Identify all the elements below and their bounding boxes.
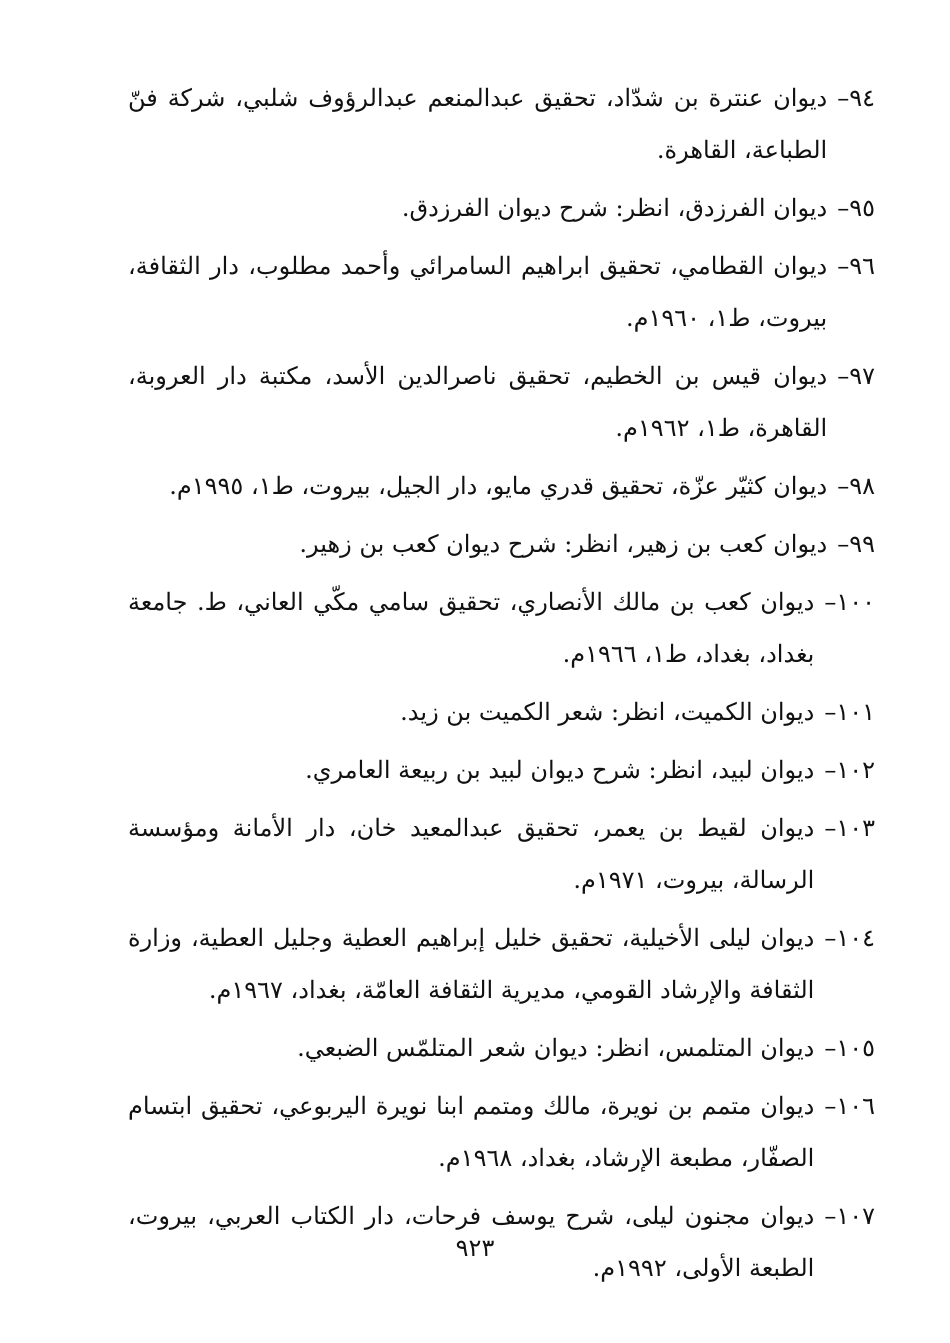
bibliography-entry bbox=[128, 72, 875, 176]
bibliography-entry bbox=[128, 182, 875, 234]
entry-text: ديوان مجنون ليلى، شرح يوسف فرحات، دار الكتاب العربي، بيروت، الطبعة الأولى، ١٩٩٢م. bbox=[128, 1202, 815, 1282]
bibliography-entry bbox=[128, 686, 875, 738]
entry-number: ١٠٣– bbox=[824, 814, 875, 842]
entry-text: ديوان الفرزدق، انظر: شرح ديوان الفرزدق. bbox=[401, 194, 828, 222]
bibliography-entry bbox=[128, 912, 875, 1016]
page-number: ٩٢٣ bbox=[455, 1234, 495, 1262]
entry-number: ٩٥– bbox=[837, 194, 875, 222]
entry-text: ديوان قيس بن الخطيم، تحقيق ناصرالدين الأسد، مكتبة دار العروبة، القاهرة، ط١، ١٩٦٢م. bbox=[128, 362, 828, 442]
entry-number: ٩٧– bbox=[837, 362, 875, 390]
bibliography-entry bbox=[128, 518, 875, 570]
bibliography-entry bbox=[128, 802, 875, 906]
entry-text: ديوان لقيط بن يعمر، تحقيق عبدالمعيد خان، دار الأمانة ومؤسسة الرسالة، بيروت، ١٩٧١م. bbox=[128, 814, 815, 894]
entry-text: ديوان كعب بن مالك الأنصاري، تحقيق سامي مكّي العاني، ط. جامعة بغداد، بغداد، ط١، ١٩٦٦م. bbox=[128, 588, 815, 668]
entry-number: ١٠٥– bbox=[824, 1034, 875, 1062]
entry-number: ٩٦– bbox=[837, 252, 875, 280]
bibliography-entry bbox=[128, 744, 875, 796]
entry-number: ١٠٤– bbox=[824, 924, 875, 952]
entry-text: ديوان كثيّر عزّة، تحقيق قدري مايو، دار الجيل، بيروت، ط١، ١٩٩٥م. bbox=[169, 472, 828, 500]
entry-number: ٩٨– bbox=[837, 472, 875, 500]
entry-text: ديوان ليلى الأخيلية، تحقيق خليل إبراهيم العطية وجليل العطية، وزارة الثقافة والإرشاد القومي، مديرية الثقافة العامّة، بغداد، ١٩٦٧م. bbox=[128, 924, 815, 1004]
entry-number: ٩٩– bbox=[837, 530, 875, 558]
entry-number: ١٠١– bbox=[824, 698, 875, 726]
entry-text: ديوان المتلمس، انظر: ديوان شعر المتلمّس الضبعي. bbox=[297, 1034, 815, 1062]
entry-text: ديوان كعب بن زهير، انظر: شرح ديوان كعب بن زهير. bbox=[299, 530, 828, 558]
entry-text: ديوان لبيد، انظر: شرح ديوان لبيد بن ربيعة العامري. bbox=[305, 756, 815, 784]
entry-number: ٩٤– bbox=[837, 84, 875, 112]
bibliography-list bbox=[128, 72, 875, 1300]
bibliography-entry bbox=[128, 576, 875, 680]
entry-number: ١٠٧– bbox=[824, 1202, 875, 1230]
bibliography-entry bbox=[128, 240, 875, 344]
entry-text: ديوان متمم بن نويرة، مالك ومتمم ابنا نويرة اليربوعي، تحقيق ابتسام الصفّار، مطبعة الإرشاد، بغداد، ١٩٦٨م. bbox=[128, 1092, 815, 1172]
entry-text: ديوان عنترة بن شدّاد، تحقيق عبدالمنعم عبدالرؤوف شلبي، شركة فنّ الطباعة، القاهرة. bbox=[128, 84, 828, 164]
entry-number: ١٠٢– bbox=[824, 756, 875, 784]
entry-number: ١٠٠– bbox=[824, 588, 875, 616]
entry-text: ديوان الكميت، انظر: شعر الكميت بن زيد. bbox=[400, 698, 815, 726]
bibliography-entry bbox=[128, 1080, 875, 1184]
bibliography-entry bbox=[128, 350, 875, 454]
bibliography-entry bbox=[128, 460, 875, 512]
entry-number: ١٠٦– bbox=[824, 1092, 875, 1120]
entry-text: ديوان القطامي، تحقيق ابراهيم السامرائي وأحمد مطلوب، دار الثقافة، بيروت، ط١، ١٩٦٠م. bbox=[128, 252, 828, 332]
bibliography-entry bbox=[128, 1022, 875, 1074]
